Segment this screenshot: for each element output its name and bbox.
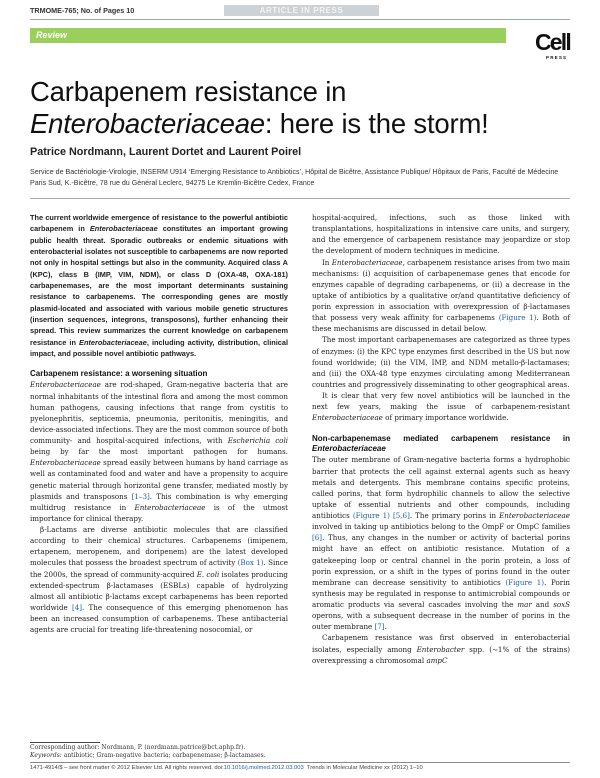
body-paragraph: Carbapenem resistance was first observed in enterobacterial isolates, especially among Enterobacter spp. (∼1% of the strains) overexpressing a chromosomal ampC (312, 633, 570, 665)
keywords (30, 752, 266, 760)
divider (30, 198, 570, 199)
figure-link[interactable]: (Figure 1) (352, 511, 390, 520)
bottom-line (30, 765, 570, 771)
body-paragraph: In Enterobacteriaceae, carbapenem resistance arises from two main mechanisms: (i) acquisition of carbapenemase genes that encode for enzymes capable of degrading carbapenems, or (ii) a decrease in the uptake of antibiotics by a qualitative or/and quantitative deficiency of porin expression in association with overexpression of β-lactamases that possess very weak affinity for carbapenems (Figure 1). Both of these mechanisms are discussed in detail below. (312, 257, 571, 334)
section-label: Review (36, 30, 68, 40)
bottom-rule (30, 762, 570, 763)
title-line1: Carbapenem resistance in (30, 76, 347, 107)
box-link[interactable]: (Box 1) (237, 558, 264, 568)
title-rest: : here is the storm! (264, 107, 489, 139)
body-paragraph: It is clear that very few novel antibiotics will be launched in the next few years, making the issue of carbapenem-resistant Enterobacteriaceae of primary importance worldwide. (312, 391, 570, 423)
title-italic: Enterobacteriaceae (30, 107, 265, 139)
doi-link[interactable]: 10.1016/j.molmed.2012.03.003 (223, 765, 304, 771)
corresponding-author: Corresponding author: Nordmann, P. (nordmann.patrice@bct.aphp.fr). (30, 744, 246, 751)
author-list: Patrice Nordmann, Laurent Dortet and Laurent Poirel (30, 146, 302, 158)
article-title (30, 76, 575, 140)
citation-link[interactable]: [5,6] (393, 511, 410, 520)
journal-citation: Trends in Molecular Medicine xx (2012) 1–10 (306, 765, 423, 771)
citation-link[interactable]: [6] (312, 533, 323, 543)
abstract (30, 212, 288, 359)
body-paragraph: The most important carbapenemases are categorized as three types of enzymes: (i) the KPC type enzymes first described in the US but now found worldwide; (ii) the VIM, IMP, and NDM metallo-β-lactamases; and (iii) the OXA-48 type enzymes circulating among Mediterranean countries and progressively disseminating to other geographical areas. (312, 335, 570, 389)
citation-link[interactable]: [7] (374, 622, 385, 632)
section-heading: Carbapenem resistance: a worsening situation (30, 369, 208, 379)
body-paragraph: The outer membrane of Gram-negative bacteria forms a hydrophobic barrier that protects the cell against external agents such as heavy metals and detergents. This membrane contains specific proteins, called porins, that form hydrophilic channels to allow the selective uptake of essential nutrients and other compounds, including antibiotics (Figure 1) [5,6]. The primary porins in Enterobacteriaceae involved in taking up antibiotics belong to the OmpF or OmpC families [6]. Thus, any changes in the number or activity of bacterial porins might have an effect on antibiotic resistance. Mutation of a gatekeeping loop or central channel in the porin protein, a loss of porin expression, or a shift in the types of porins found in the outer membrane can decrease sensitivity to antibiotics (Figure 1). Porin synthesis may be regulated in response to antimicrobial compounds or aromatic products via several cascades involving the mar and soxS operons, with a subsequent decrease in the number of porins in the outer membrane [7]. (312, 455, 570, 632)
section-label-band (30, 28, 506, 43)
abstract-text: , including activity, distribution, clinical impact, and possible novel antibiotic pathways. (30, 337, 288, 359)
manuscript-id: TRMOME-765; No. of Pages 10 (30, 6, 135, 15)
journal-logo[interactable]: Cell (535, 29, 570, 55)
article-status: ARTICLE IN PRESS (259, 6, 344, 15)
section-heading: Non-carbapenemase mediated carbapenem resistance in Enterobacteriaceae (312, 434, 570, 454)
body-paragraph: Enterobacteriaceae are rod-shaped, Gram-negative bacteria that are normal inhabitants of the intestinal flora and among the most common human pathogens, causing infections that range from cystitis to pyelonephritis, septicemia, pneumonia, peritonitis, meningitis, and device-associated infections. They are the most common source of both community- and hospital-acquired infections, with Escherichia coli being by far the most important pathogen for humans. Enterobacteriaceae spread easily between humans by hand carriage as well as contaminated food and water and have a propensity to acquire genetic material through horizontal gene transfer, mediated mostly by plasmids and transposons [1–3]. This combination is why emerging multidrug resistance in Enterobacteriaceae is of the utmost importance for clinical therapy. (30, 380, 289, 523)
left-column (30, 212, 288, 635)
issn-text: 1471-4914/$ – see front matter © 2012 Elsevier Ltd. All rights reserved. doi: (30, 765, 224, 771)
right-column (312, 212, 570, 666)
figure-link[interactable]: (Figure 1) (505, 577, 545, 587)
body-paragraph: hospital-acquired, infections, such as those linked with transplantations, hospitalizations in intensive care units, and surgery, and the emergence of carbapenem resistance may jeopardize or stop the development of modern techniques in medicine. (312, 213, 570, 256)
body-paragraph: β-Lactams are diverse antibiotic molecules that are classified according to their chemical structures. Carbapenems (imipenem, ertapenem, meropenem, and doripenem) are the latest developed molecules that possess the broadest spectrum of activity (Box 1). Since the 2000s, the spread of community-acquired E. coli isolates producing extended-spectrum β-lactamases (ESBLs) capable of hydrolyzing almost all antibiotic β-lactams except carbapenems has been reported worldwide [4]. The consequence of this emerging phenomenon has been an increased consumption of carbapenems. These antibacterial agents are crucial for treating life-threatening nosocomial, or (30, 525, 288, 635)
abstract-italic: Enterobacteriaceae (89, 224, 158, 234)
abstract-italic: Enterobacteriaceae (79, 337, 147, 347)
journal-logo-subtext: PRESS (546, 55, 568, 60)
citation-link[interactable]: [1–3] (131, 491, 150, 501)
header-rule (30, 19, 570, 20)
abstract-text: constitutes an important growing public health threat. Sporadic outbreaks or endemic situations with enterobacterial isolates not susceptible to carbapenems are now reported not only in hospital settings but also in the community. Acquired class A (KPC), class B (IMP, VIM, NDM), or class D (OXA-48, OXA-181) carbapenemases, are the most important determinants sustaining resistance to carbapenems. The corresponding genes are mostly plasmid-located and associated with various mobile genetic structures (insertion sequences, integrons, transposons), further enhancing their spread. This review summarizes the current knowledge on carbapenem resistance in (30, 224, 288, 347)
affiliation: Service de Bactériologie-Virologie, INSERM U914 ‘Emerging Resistance to Antibiotics’, Hôpital de Bicêtre, Assistance Publique/ Hôpitaux de Paris, Faculté de Médecine Paris Sud, K.-Bicêtre, 78 rue du Général Leclerc, 94275 Le Kremlin-Bicêtre Cedex, France (30, 168, 559, 188)
figure-link[interactable]: (Figure 1) (498, 313, 537, 323)
abstract-text: The current worldwide emergence of resistance to the powerful antibiotic carbapenem in (30, 213, 288, 234)
footnote-rule (30, 742, 100, 743)
keywords-text: antibiotic; Gram-negative bacteria; carbapenemase; β-lactamases. (61, 752, 266, 759)
citation-link[interactable]: [4] (71, 602, 83, 612)
keywords-label: Keywords: (30, 752, 62, 759)
